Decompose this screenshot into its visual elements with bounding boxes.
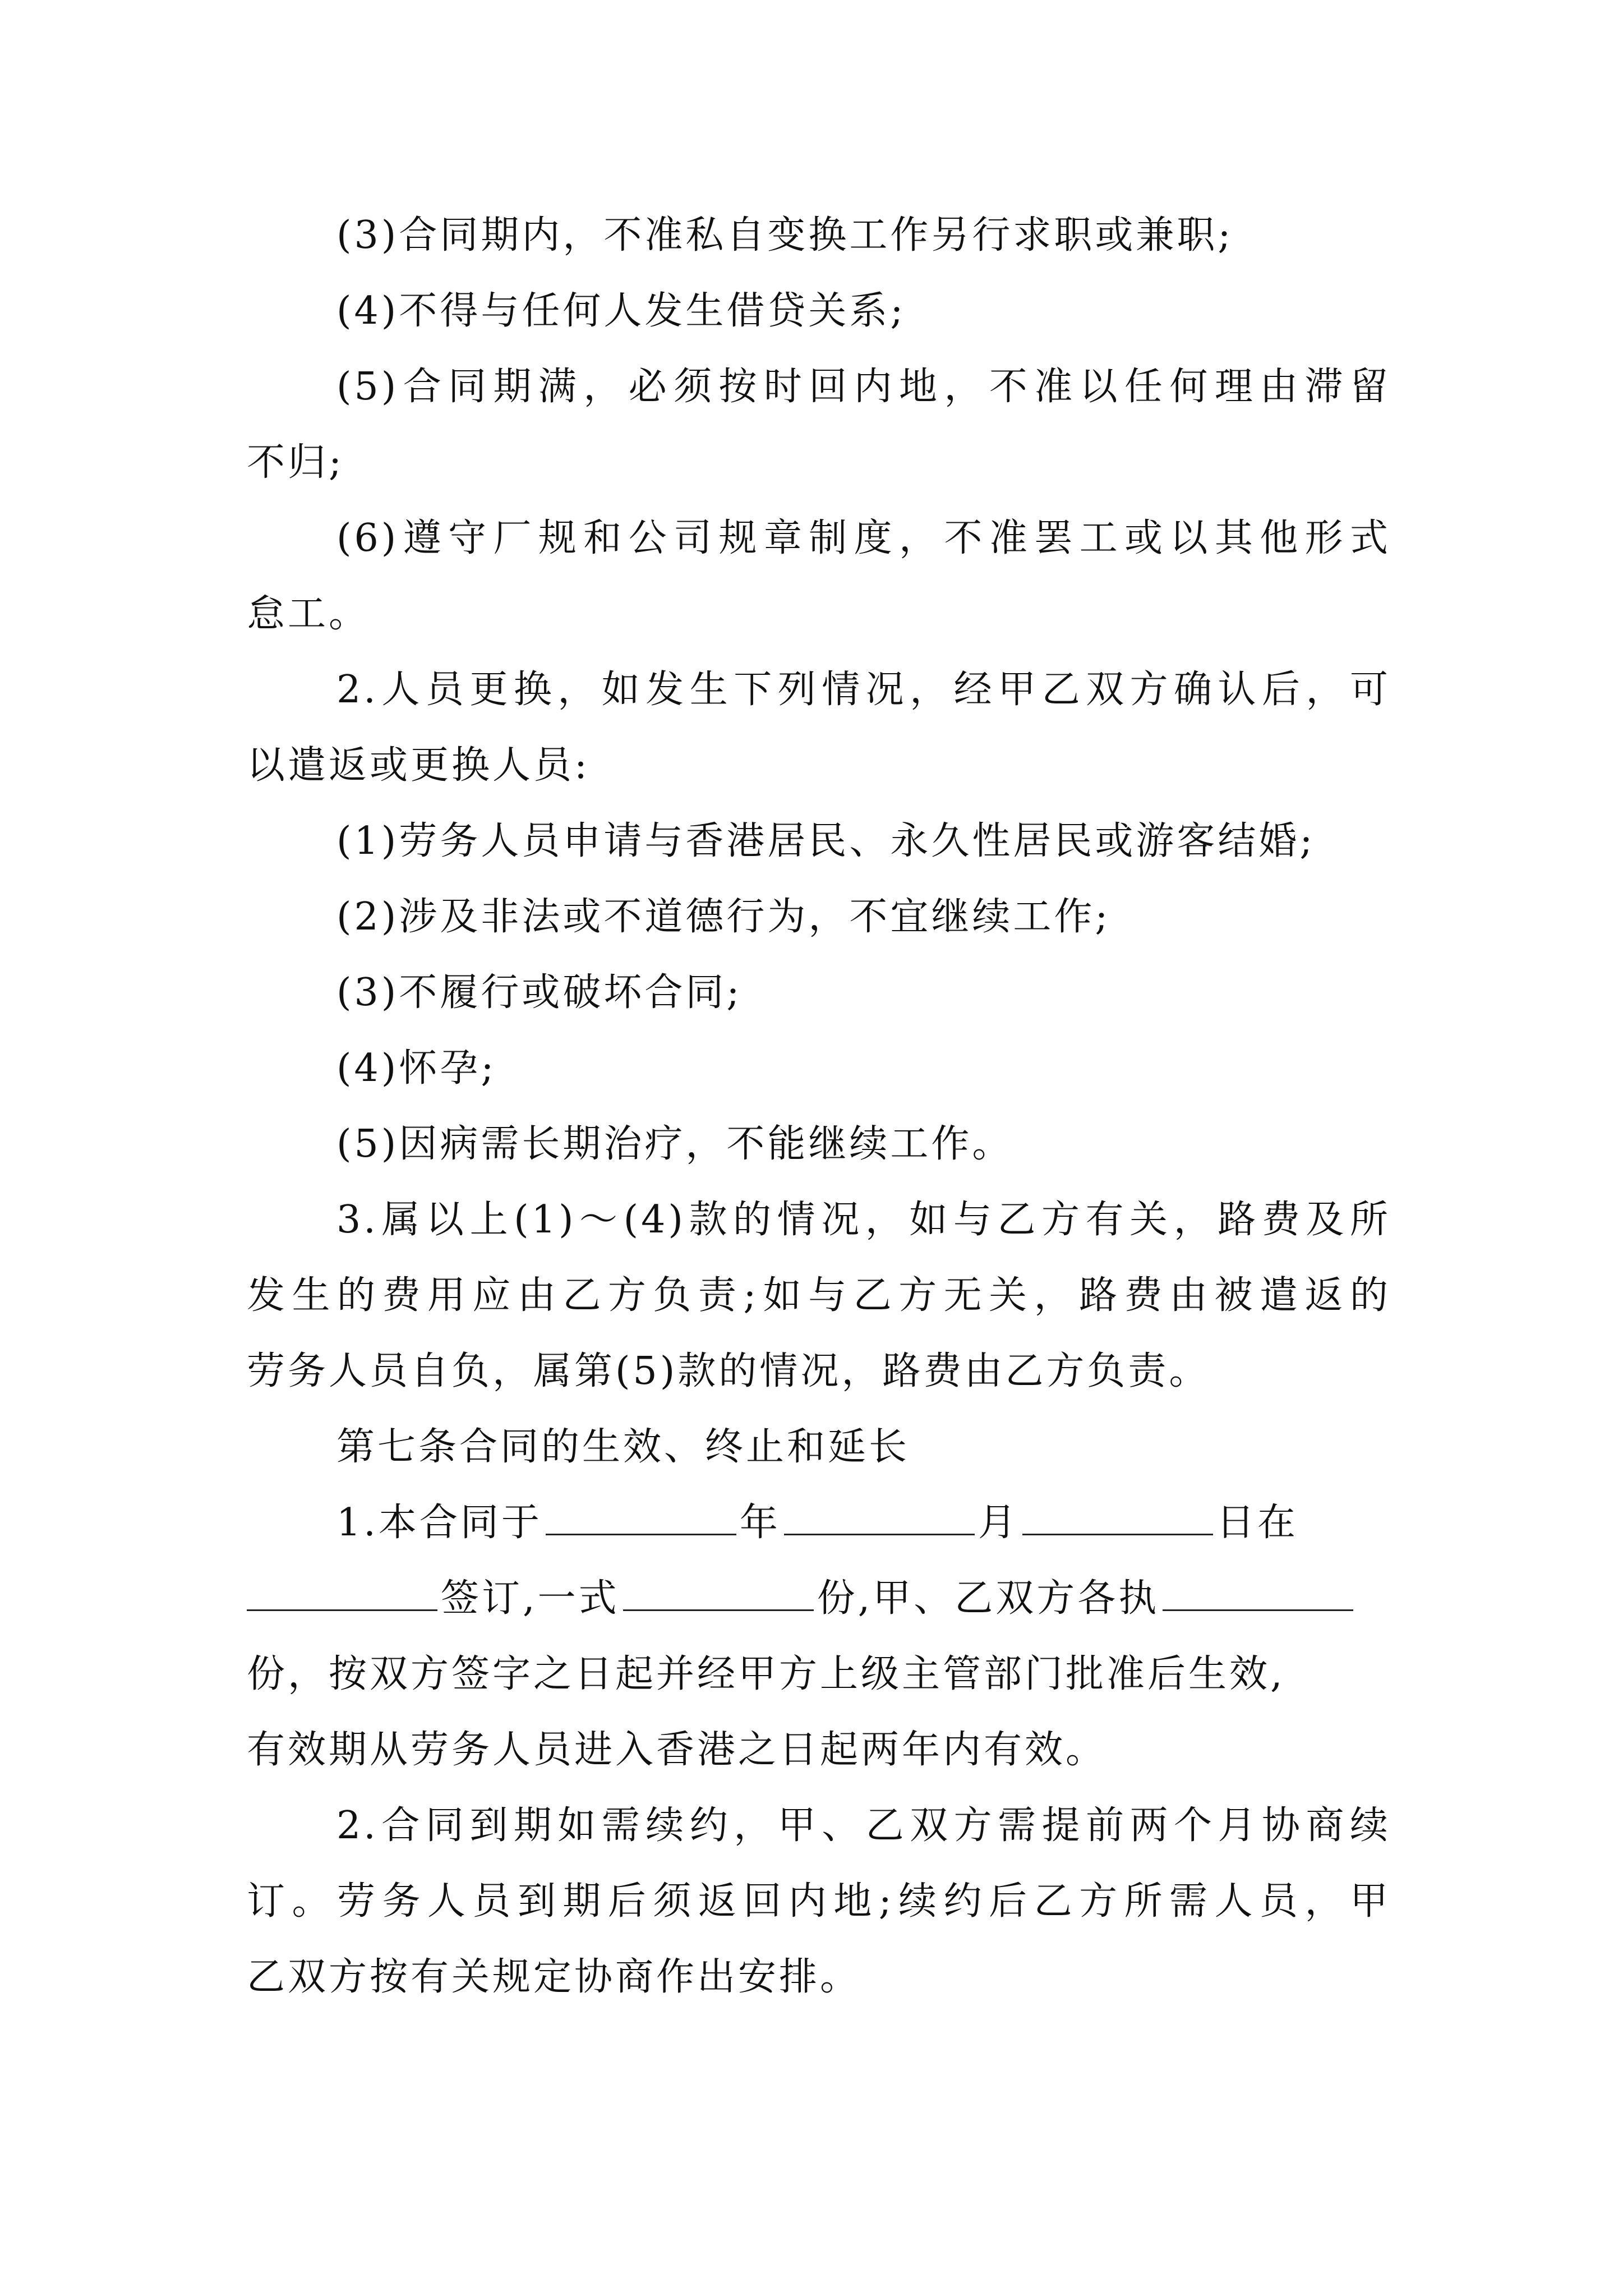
copies-each-blank[interactable] bbox=[1163, 1575, 1353, 1611]
copies-total-blank[interactable] bbox=[623, 1575, 814, 1611]
copies-label: 份,甲、乙双方各执 bbox=[817, 1576, 1160, 1621]
day-blank[interactable] bbox=[1022, 1499, 1213, 1535]
text-line: 2.合同到期如需续约，甲、乙双方需提前两个月协商续 bbox=[336, 1803, 1391, 1848]
text-line: 有效期从劳务人员进入香港之日起两年内有效。 bbox=[247, 1728, 1107, 1772]
day-at-label: 日在 bbox=[1216, 1501, 1298, 1545]
section-heading: 第七条合同的生效、终止和延长 bbox=[336, 1425, 910, 1469]
place-blank[interactable] bbox=[247, 1575, 437, 1611]
text-line: (3)合同期内，不准私自变换工作另行求职或兼职; bbox=[336, 213, 1234, 257]
text-line: (2)涉及非法或不道德行为，不宜继续工作; bbox=[336, 895, 1111, 939]
text-line: (6)遵守厂规和公司规章制度，不准罢工或以其他形式 bbox=[336, 516, 1391, 560]
text-line: (4)不得与任何人发生借贷关系; bbox=[336, 289, 906, 333]
text-line: 不归; bbox=[247, 440, 344, 485]
text-line: (3)不履行或破坏合同; bbox=[336, 970, 743, 1015]
year-label: 年 bbox=[739, 1501, 781, 1545]
text-line: (4)怀孕; bbox=[336, 1046, 497, 1091]
sign-line-2 bbox=[247, 1573, 1391, 1624]
sign-line-1 bbox=[336, 1498, 1391, 1548]
signed-label: 签订,一式 bbox=[441, 1576, 620, 1621]
text-line: 以遣返或更换人员: bbox=[247, 743, 590, 788]
sign-prefix: 1.本合同于 bbox=[336, 1501, 542, 1545]
text-line: (1)劳务人员申请与香港居民、永久性居民或游客结婚; bbox=[336, 819, 1316, 863]
text-line: 发生的费用应由乙方负责;如与乙方无关，路费由被遣返的 bbox=[247, 1273, 1391, 1318]
text-line: 3.属以上(1)～(4)款的情况，如与乙方有关，路费及所 bbox=[336, 1198, 1391, 1242]
text-line: (5)因病需长期治疗，不能继续工作。 bbox=[336, 1122, 1013, 1166]
year-blank[interactable] bbox=[546, 1499, 736, 1535]
text-line: 2.人员更换，如发生下列情况，经甲乙双方确认后，可 bbox=[336, 668, 1391, 712]
month-label: 月 bbox=[978, 1501, 1019, 1545]
text-line: 订。劳务人员到期后须返回内地;续约后乙方所需人员，甲 bbox=[247, 1879, 1391, 1924]
month-blank[interactable] bbox=[784, 1499, 975, 1535]
text-line: 乙双方按有关规定协商作出安排。 bbox=[247, 1955, 861, 1999]
text-line: 劳务人员自负，属第(5)款的情况，路费由乙方负责。 bbox=[247, 1349, 1210, 1393]
text-line: 份，按双方签字之日起并经甲方上级主管部门批准后生效, bbox=[247, 1652, 1285, 1696]
text-line: (5)合同期满，必须按时回内地，不准以任何理由滞留 bbox=[336, 365, 1391, 409]
text-line: 怠工。 bbox=[247, 592, 370, 636]
